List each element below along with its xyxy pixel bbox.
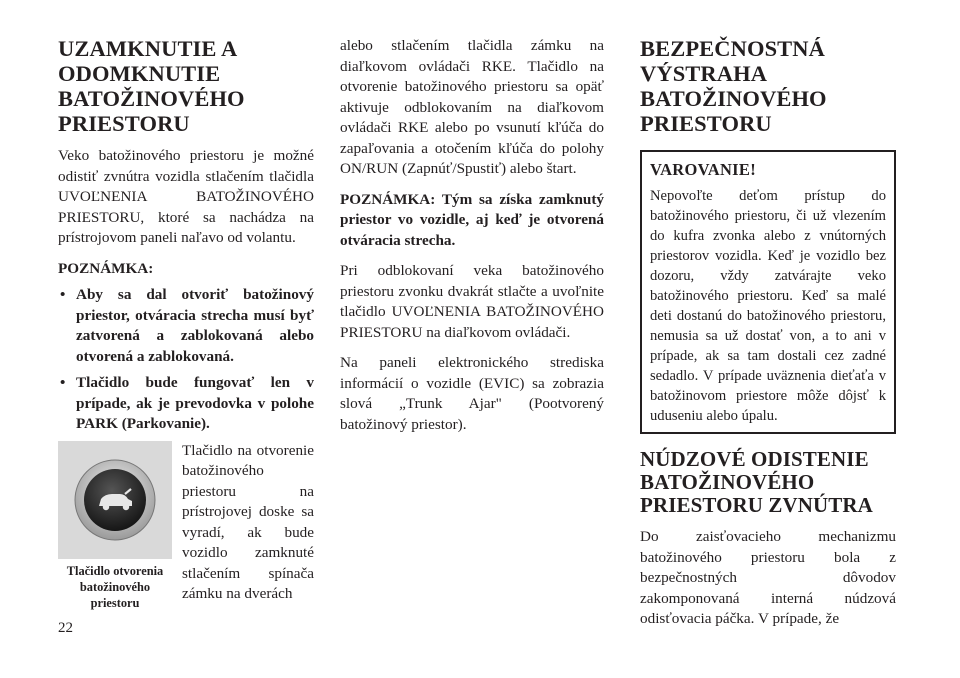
heading-line: BEZPEČNOSTNÁ	[640, 36, 825, 61]
heading-line: NÚDZOVÉ ODISTENIE	[640, 447, 869, 471]
figure-side-text	[182, 441, 314, 611]
note-label: POZNÁMKA:	[58, 259, 154, 277]
paragraph: alebo stlačením tlačidla zámku na diaľkovom ovládači RKE. Tlačidlo na otvorenie batožinového priestoru sa opäť aktivuje odblokovaním na diaľkovom ovládači RKE alebo po vsunutí kľúča do zapaľovania a otočením kľúča do polohy ON/RUN (Zapnúť/Spustiť) alebo štart.	[340, 37, 604, 177]
column-left	[58, 30, 314, 611]
column-right	[640, 30, 896, 640]
paragraph: Pri odblokovaní veka batožinového priestoru zvonku dvakrát stlačte a uvoľnite tlačidlo UVOĽNENIA BATOŽINOVÉHO PRIESTORU na diaľkovom ovládači.	[340, 262, 604, 341]
intro-paragraph: Veko batožinového priestoru je možné odistiť zvnútra vozidla stlačením tlačidla UVOĽNENIA BATOŽINOVÉHO PRIESTORU, ktoré sa nachádza na prístrojovom paneli naľavo od volantu.	[58, 147, 314, 246]
warning-title: VAROVANIE!	[650, 160, 756, 179]
section-heading-emergency-release	[640, 448, 896, 517]
paragraph: Na paneli elektronického strediska informácií o vozidle (EVIC) sa zobrazia slová „Trunk Ajar" (Pootvorený batožinový priestor).	[340, 354, 604, 433]
figure-row	[58, 441, 314, 611]
note-item: • Aby sa dal otvoriť batožinový priestor, otváracia strecha musí byť zatvorená a zablokovaná alebo otvorená a zablokovaná.	[58, 285, 314, 367]
note-paragraph: POZNÁMKA: Tým sa získa zamknutý priestor vo vozidle, aj keď je otvorená otváracia strecha.	[340, 190, 604, 249]
figure-caption: Tlačidlo otvorenia batožinového priestoru	[66, 563, 164, 610]
figure-paragraph: Tlačidlo na otvorenie batožinového priestoru na prístrojovej doske sa vyradí, ak bude vozidlo zamknuté stlačením spínača zámku na dverách	[182, 441, 314, 602]
warning-box	[640, 150, 896, 434]
section-heading-lock-unlock-trunk	[58, 36, 314, 136]
column-middle	[340, 36, 604, 445]
heading-line: BATOŽINOVÉHO	[640, 86, 827, 111]
heading-line: UZAMKNUTIE A	[58, 36, 238, 61]
notes-list	[58, 285, 314, 435]
heading-line: PRIESTORU	[640, 111, 772, 136]
trunk-release-button-photo	[58, 441, 172, 559]
trunk-release-figure	[58, 441, 172, 611]
heading-line: VÝSTRAHA	[640, 61, 768, 86]
warning-text: Nepovoľte deťom prístup do batožinového priestoru, či už vlezením do kufra zvonka alebo z vnútorných priestorov vozidla. Keď je vozidlo bez dozoru, vždy zatvárajte veko batožinového priestoru. Keď sa malé deti dostanú do batožinového priestoru, nemusia sa už dostať von, a to ani v prípade, ak sa tam dostali cez zadné sedadlo. V prípade uväznenia dieťaťa v batožinovom priestore môže dôjsť k uduseniu alebo úpalu.	[650, 188, 886, 424]
heading-line: BATOŽINOVÉHO	[58, 86, 245, 111]
page-number: 22	[58, 620, 73, 636]
note-item: • Tlačidlo bude fungovať len v prípade, ak je prevodovka v polohe PARK (Parkovanie).	[58, 373, 314, 435]
heading-line: ODOMKNUTIE	[58, 61, 221, 86]
heading-line: BATOŽINOVÉHO	[640, 470, 815, 494]
trunk-release-button-icon	[65, 450, 165, 550]
heading-line: PRIESTORU	[58, 111, 190, 136]
section-heading-trunk-safety	[640, 36, 896, 136]
paragraph: Do zaisťovacieho mechanizmu batožinového priestoru bola z bezpečnostných dôvodov zakomponovaná interná núdzová odisťovacia páčka. V prípade, že	[640, 528, 896, 627]
heading-line: PRIESTORU ZVNÚTRA	[640, 493, 873, 517]
